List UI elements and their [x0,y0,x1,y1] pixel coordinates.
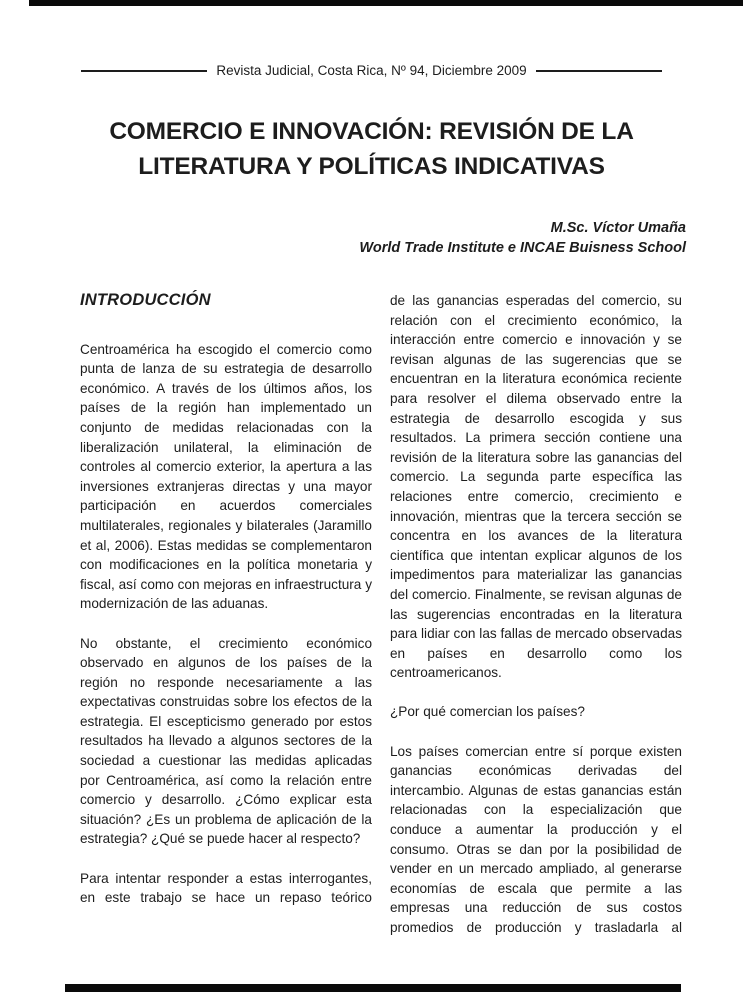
article-title-line1: COMERCIO E INNOVACIÓN: REVISIÓN DE LA [109,118,634,145]
author-affiliation: World Trade Institute e INCAE Buisness School [359,239,686,256]
paragraph: Los países comercian entre sí porque existen ganancias económicas derivadas del intercambio. Algunas de estas ganancias están relacionadas con la especialización que conduce a aumentar la producción y el consumo. Otras se dan por la posibilidad de vender en un mercado ampliado, al generarse economías de escala que permite a las empresas una reducción de sus costos promedios de producción y trasladarla al [390,743,682,935]
column-left [80,291,372,957]
paragraph: Para intentar responder a estas interrogantes, en este trabajo se hace un repaso teórico [80,870,372,906]
column-right [390,291,682,957]
journal-header-text: Revista Judicial, Costa Rica, Nº 94, Diciembre 2009 [216,63,527,78]
subheading-por-que-comercian: ¿Por qué comercian los países? [390,704,585,720]
article-title-line2: LITERATURA Y POLÍTICAS INDICATIVAS [138,153,605,180]
scan-artifact-top [29,0,743,6]
author-block [359,219,686,258]
header-rule-right [536,70,662,72]
author-name: M.Sc. Víctor Umaña [550,220,686,236]
paragraph: Centroamérica ha escogido el comercio como punta de lanza de su estrategia de desarrollo económico. A través de los últimos años, los países de la región han implementado un conjunto de medidas relacionadas con la liberalización unilateral, la eliminación de controles al comercio exterior, la apertura a las inversiones extranjeras directas y una mayor participación en acuerdos comerciales multilaterales, regionales y bilaterales (Jaramillo et al, 2006). Estas medidas se complementaron con modificaciones en la política monetaria y fiscal, así como con mejoras en infraestructura y modernización de las aduanas. [80,341,372,612]
journal-header [81,63,662,78]
paragraph: No obstante, el crecimiento económico observado en algunos de los países de la región no responde necesariamente a las expectativas construidas sobre los efectos de la estrategia. El escepticismo generado por estos resultados ha llevado a algunos sectores de la sociedad a cuestionar las medidas aplicadas por Centroamérica, así como la relación entre comercio y desarrollo. ¿Cómo explicar esta situación? ¿Es un problema de aplicación de la estrategia? ¿Qué se puede hacer al respecto? [80,635,372,847]
article-body [80,291,682,957]
scan-artifact-bottom [65,984,681,992]
header-rule-left [81,70,207,72]
section-heading-introduccion: INTRODUCCIÓN [80,291,211,309]
paragraph: de las ganancias esperadas del comercio, su relación con el crecimiento económico, la interacción entre comercio e innovación y se revisan algunas de las sugerencias que se encuentran en la literatura económica reciente para resolver el dilema observado entre la estrategia de desarrollo escogida y sus resultados. La primera sección contiene una revisión de la literatura sobre las ganancias del comercio. La segunda parte específica las relaciones entre comercio, crecimiento e innovación, mientras que la tercera sección se concentra en los avances de la literatura científica que intentan explicar algunos de los impedimentos para materializar las ganancias del comercio. Finalmente, se revisan algunas de las sugerencias encontradas en la literatura para lidiar con las fallas de mercado observadas en países en desarrollo como los centroamericanos. [390,293,682,681]
article-title [0,114,743,184]
